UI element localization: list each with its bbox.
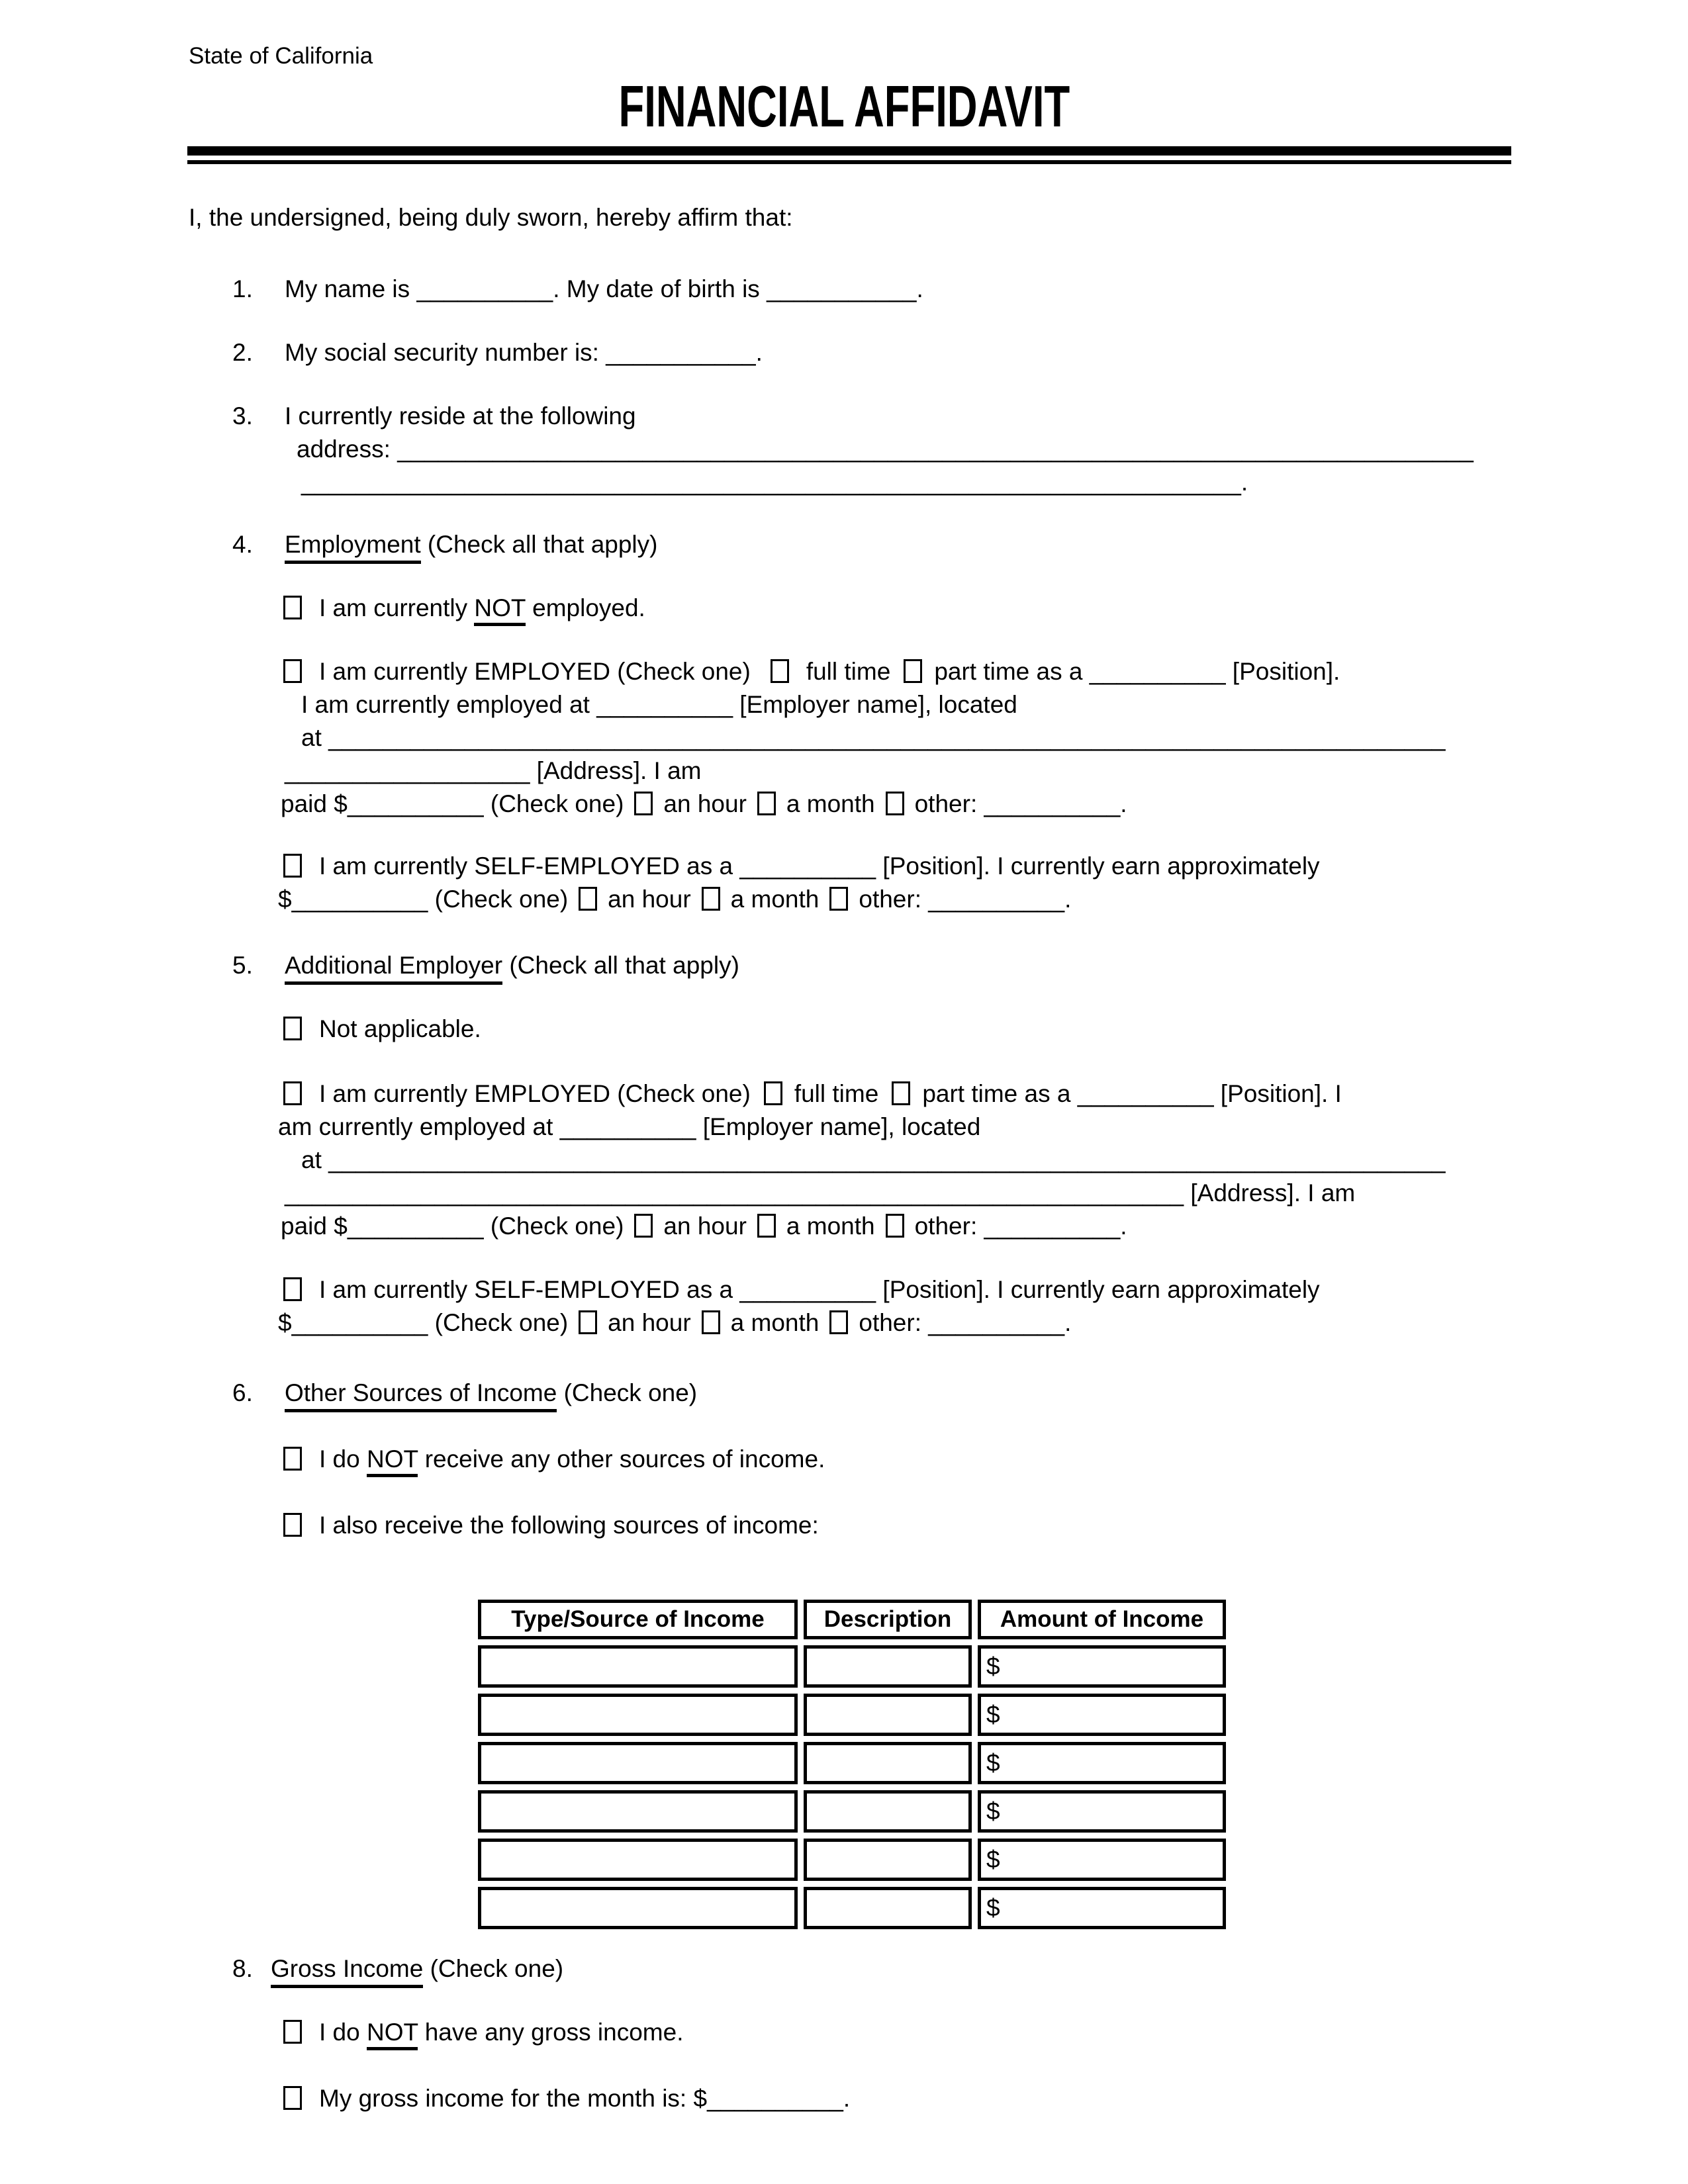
self-employed-block [189,850,1499,916]
text: other: [914,790,984,817]
employer-address-blank-2[interactable]: __________________ [285,757,530,784]
item-1-number: 1. [232,275,253,302]
additional-employed-block [189,1077,1499,1243]
pay-amount-blank[interactable]: __________ [347,1212,484,1240]
item-4-number: 4. [232,531,253,558]
text: . [916,275,923,302]
text: I do [319,2019,367,2046]
text: full time [806,658,891,685]
pay-amount-blank[interactable]: __________ [347,790,484,817]
text: (Check one) [483,1212,624,1240]
self-position-blank[interactable]: __________ [739,852,876,880]
text: a month [786,790,875,817]
not-employed-row [189,592,1499,625]
col-header-type: Type/Source of Income [478,1600,798,1639]
gross-income-label: Gross Income [271,1955,423,1988]
col-header-description: Description [804,1600,972,1639]
text: . [1064,1309,1072,1336]
type-cell[interactable] [478,1790,798,1833]
amount-cell[interactable]: $ [978,1790,1226,1833]
text: My social security number is: [285,339,606,366]
table-header-row [478,1600,1226,1639]
text: [Address]. I am [1184,1179,1356,1206]
employer-address-line-2 [189,754,1499,788]
other-checkbox[interactable] [886,1214,904,1238]
item-6-number: 6. [232,1379,253,1406]
text: a month [730,886,820,913]
text: (Check one) [423,1955,564,1982]
text: have any gross income. [418,2019,684,2046]
additional-self-employed-block [189,1273,1499,1340]
table-row [478,1742,1226,1784]
text: [Position]. I currently earn approximately [876,1276,1320,1303]
text: . [1120,1212,1127,1240]
additional-self-employed-row [189,1273,1499,1306]
additional-self-employed-checkbox[interactable] [283,1277,302,1301]
text: [Employer name], located [696,1113,981,1140]
not-applicable-row [189,1013,1499,1046]
pay-line [189,788,1499,821]
amount-cell[interactable]: $ [978,1645,1226,1688]
type-cell[interactable] [478,1694,798,1736]
item-1-name-dob [189,273,1499,306]
amount-cell[interactable]: $ [978,1839,1226,1881]
an-hour-checkbox[interactable] [634,792,653,815]
not-underlined: NOT [367,2019,418,2050]
other-income-label: Other Sources of Income [285,1379,557,1412]
title-row [189,73,1499,140]
text: paid $ [281,790,348,817]
text: My gross income for the month is: $ [319,2085,708,2112]
other-checkbox[interactable] [886,792,904,815]
ssn-blank[interactable]: ___________ [606,339,756,366]
self-pay-amount-blank[interactable]: __________ [291,1309,428,1336]
self-pay-line [189,1306,1499,1340]
text: [Employer name], located [733,691,1017,718]
employer-address-line-1 [189,721,1499,754]
amount-cell[interactable]: $ [978,1694,1226,1736]
self-pay-other-blank[interactable]: __________ [928,1309,1065,1336]
self-pay-amount-blank[interactable]: __________ [291,886,428,913]
state-label: State of California [189,43,373,69]
text: . [755,339,763,366]
not-underlined: NOT [367,1445,418,1477]
text: Not applicable. [319,1015,481,1042]
pay-line [189,1210,1499,1243]
other-checkbox[interactable] [829,1310,848,1334]
item-2-ssn [189,336,1499,369]
a-month-checkbox[interactable] [702,1310,720,1334]
table-row [478,1839,1226,1881]
item-5-number: 5. [232,952,253,979]
text: (Check one) [483,790,624,817]
employed-checkbox[interactable] [283,659,302,683]
a-month-checkbox[interactable] [757,1214,776,1238]
text: address: [297,435,398,463]
text: (Check all that apply) [420,531,658,558]
text: I am currently SELF-EMPLOYED as a [319,852,740,880]
text: [Position]. I currently earn approximately [876,852,1320,880]
text: . [1064,886,1072,913]
employer-address-blank-1[interactable]: __________________________________________________________________________________ [328,1146,1446,1173]
a-month-checkbox[interactable] [702,887,720,911]
text: $ [278,886,292,913]
text: part time as a [934,658,1090,685]
text: at [301,724,329,751]
income-sources-table [472,1594,1232,1935]
text: I also receive the following sources of income: [319,1512,819,1539]
table-row [478,1790,1226,1833]
item-2-number: 2. [232,339,253,366]
pay-other-blank[interactable]: __________ [984,1212,1121,1240]
text: am currently employed at [278,1113,560,1140]
text: a month [730,1309,820,1336]
col-header-amount: Amount of Income [978,1600,1226,1639]
text: . My date of birth is [553,275,767,302]
item-8-number: 8. [232,1955,253,1982]
employed-block [189,655,1499,821]
employer-line [189,688,1499,721]
divider-thin-bar [187,160,1511,164]
text: $ [278,1309,292,1336]
description-cell[interactable] [804,1645,972,1688]
employer-name-blank[interactable]: __________ [559,1113,696,1140]
text: I am currently employed at [301,691,597,718]
intro-text: I, the undersigned, being duly sworn, hereby affirm that: [189,204,793,231]
residence-line-3 [301,466,1499,499]
table-row [478,1694,1226,1736]
amount-cell[interactable]: $ [978,1742,1226,1784]
text: I am currently [319,594,475,621]
address-blank-2[interactable]: _____________________________________________________________________ [301,469,1241,496]
item-3-residence [189,400,1499,499]
position-blank[interactable]: __________ [1077,1080,1214,1107]
text: receive any other sources of income. [418,1445,825,1473]
text: at [301,1146,329,1173]
text: an hour [663,1212,747,1240]
name-blank[interactable]: __________ [416,275,553,302]
description-cell[interactable] [804,1694,972,1736]
no-other-income-checkbox[interactable] [283,1447,302,1471]
text: (Check one) [557,1379,698,1406]
self-employed-checkbox[interactable] [283,854,302,878]
text: other: [859,886,929,913]
part-time-checkbox[interactable] [904,659,922,683]
address-blank-1[interactable]: _______________________________________________________________________________ [397,435,1474,463]
residence-line-1: I currently reside at the following [285,402,636,430]
text: an hour [608,886,691,913]
an-hour-checkbox[interactable] [634,1214,653,1238]
item-3-number: 3. [232,402,253,430]
text: [Position]. [1225,658,1340,685]
text: other: [914,1212,984,1240]
self-position-blank[interactable]: __________ [739,1276,876,1303]
item-8-gross-income-heading [189,1952,1499,1985]
text: [Position]. I [1213,1080,1342,1107]
full-time-checkbox[interactable] [764,1081,782,1105]
dob-blank[interactable]: ___________ [767,275,917,302]
table-row [478,1887,1226,1929]
text: I do [319,1445,367,1473]
not-underlined: NOT [474,594,525,626]
text: (Check all that apply) [502,952,739,979]
text: I am currently EMPLOYED (Check one) [319,658,751,685]
employer-line [189,1111,1499,1144]
an-hour-checkbox[interactable] [579,1310,597,1334]
not-applicable-checkbox[interactable] [283,1017,302,1040]
no-gross-income-row [189,2016,1499,2049]
pay-other-blank[interactable]: __________ [984,790,1121,817]
self-pay-other-blank[interactable]: __________ [928,886,1065,913]
text: paid $ [281,1212,348,1240]
description-cell[interactable] [804,1839,972,1881]
additional-employed-checkbox[interactable] [283,1081,302,1105]
header-divider [187,146,1511,164]
text: part time as a [922,1080,1078,1107]
gross-income-blank[interactable]: __________ [707,2085,843,2112]
text: . [1241,469,1248,496]
gross-income-checkbox[interactable] [283,2086,302,2110]
divider-thick-bar [187,146,1511,156]
employer-address-blank-2[interactable]: __________________________________________________________________ [285,1179,1184,1206]
additional-employed-row [189,1077,1499,1111]
employer-name-blank[interactable]: __________ [596,691,733,718]
text: full time [794,1080,879,1107]
type-cell[interactable] [478,1839,798,1881]
table-row [478,1645,1226,1688]
other-checkbox[interactable] [829,887,848,911]
text: [Address]. I am [530,757,702,784]
amount-cell[interactable]: $ [978,1887,1226,1929]
text: I am currently SELF-EMPLOYED as a [319,1276,740,1303]
text: employed. [525,594,645,621]
item-5-additional-employer-heading [189,949,1499,982]
part-time-checkbox[interactable] [892,1081,910,1105]
text: . [843,2085,851,2112]
item-6-other-income-heading [189,1377,1499,1410]
a-month-checkbox[interactable] [757,792,776,815]
type-cell[interactable] [478,1887,798,1929]
no-gross-income-checkbox[interactable] [283,2020,302,2044]
position-blank[interactable]: __________ [1089,658,1226,685]
text: an hour [663,790,747,817]
also-receive-checkbox[interactable] [283,1513,302,1537]
self-pay-line [189,883,1499,916]
employed-row [189,655,1499,688]
text: an hour [608,1309,691,1336]
text: a month [786,1212,875,1240]
type-cell[interactable] [478,1742,798,1784]
residence-line-2 [297,433,1499,466]
no-other-income-row [189,1443,1499,1476]
employment-label: Employment [285,531,421,564]
full-time-checkbox[interactable] [771,659,789,683]
text: (Check one) [428,1309,569,1336]
text: other: [859,1309,929,1336]
description-cell[interactable] [804,1742,972,1784]
not-employed-checkbox[interactable] [283,596,302,619]
an-hour-checkbox[interactable] [579,887,597,911]
also-receive-row [189,1509,1499,1542]
employer-address-line-2 [189,1177,1499,1210]
employer-address-line-1 [189,1144,1499,1177]
gross-income-amount-row [189,2082,1499,2115]
page-title: FINANCIAL AFFIDAVIT [618,73,1070,139]
description-cell[interactable] [804,1790,972,1833]
text: I am currently EMPLOYED (Check one) [319,1080,751,1107]
text: . [1120,790,1127,817]
text: My name is [285,275,417,302]
text: (Check one) [428,886,569,913]
type-cell[interactable] [478,1645,798,1688]
additional-employer-label: Additional Employer [285,952,502,985]
self-employed-row [189,850,1499,883]
item-4-employment-heading [189,528,1499,561]
employer-address-blank-1[interactable]: __________________________________________________________________________________ [328,724,1446,751]
description-cell[interactable] [804,1887,972,1929]
